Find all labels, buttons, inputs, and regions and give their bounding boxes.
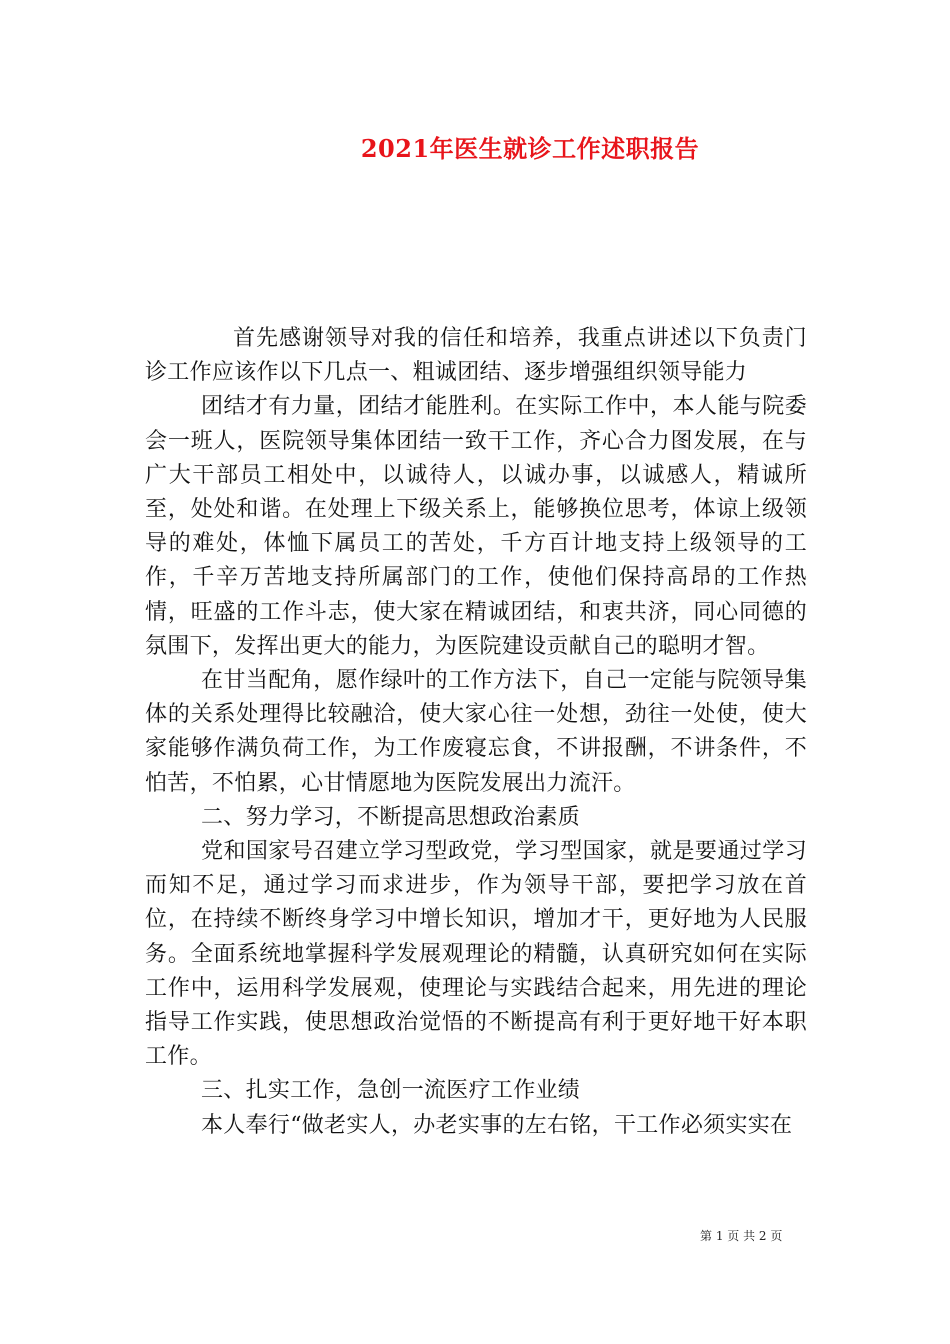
paragraph-intro: 首先感谢领导对我的信任和培养，我重点讲述以下负责门诊工作应该作以下几点一、粗诚团结、逐步增强组织领导能力 [145,326,807,386]
paragraph-supporting-role: 在甘当配角，愿作绿叶的工作方法下，自己一定能与院领导集体的关系处理得比较融洽，使大家心往一处想，劲往一处使，使大家能够作满负荷工作，为工作废寝忘食，不讲报酬，不讲条件，不怕苦，不怕累，心甘情愿地为医院发展出力流汗。 [145,668,807,796]
section-heading-study: 二、努力学习，不断提高思想政治素质 [201,804,581,830]
document-title: 2021年医生就诊工作述职报告 [360,134,700,163]
page-number-footer: 第 1 页 共 2 页 [700,1229,783,1243]
section-heading-work: 三、扎实工作，急创一流医疗工作业绩 [201,1078,581,1104]
paragraph-unity: 团结才有力量，团结才能胜利。在实际工作中，本人能与院委会一班人，医院领导集体团结一致干工作，齐心合力图发展，在与广大干部员工相处中，以诚待人，以诚办事，以诚感人，精诚所至，处处和谐。在处理上下级关系上，能够换位思考，体谅上级领导的难处，体恤下属员工的苦处，千方百计地支持上级领导的工作，千辛万苦地支持所属部门的工作，使他们保持高昂的工作热情，旺盛的工作斗志，使大家在精诚团结，和衷共济，同心同德的氛围下，发挥出更大的能力，为医院建设贡献自己的聪明才智。 [145,394,807,659]
paragraph-study: 党和国家号召建立学习型政党，学习型国家，就是要通过学习而知不足，通过学习而求进步，作为领导干部，要把学习放在首位，在持续不断终身学习中增长知识，增加才干，更好地为人民服务。全面系统地掌握科学发展观理论的精髓，认真研究如何在实际工作中，运用科学发展观，使理论与实践结合起来，用先进的理论指导工作实践，使思想政治觉悟的不断提高有利于更好地干好本职工作。 [145,839,807,1070]
paragraph-work: 本人奉行“做老实人，办老实事的左右铭，干工作必须实实在 [201,1112,793,1138]
document-body [145,322,807,1143]
